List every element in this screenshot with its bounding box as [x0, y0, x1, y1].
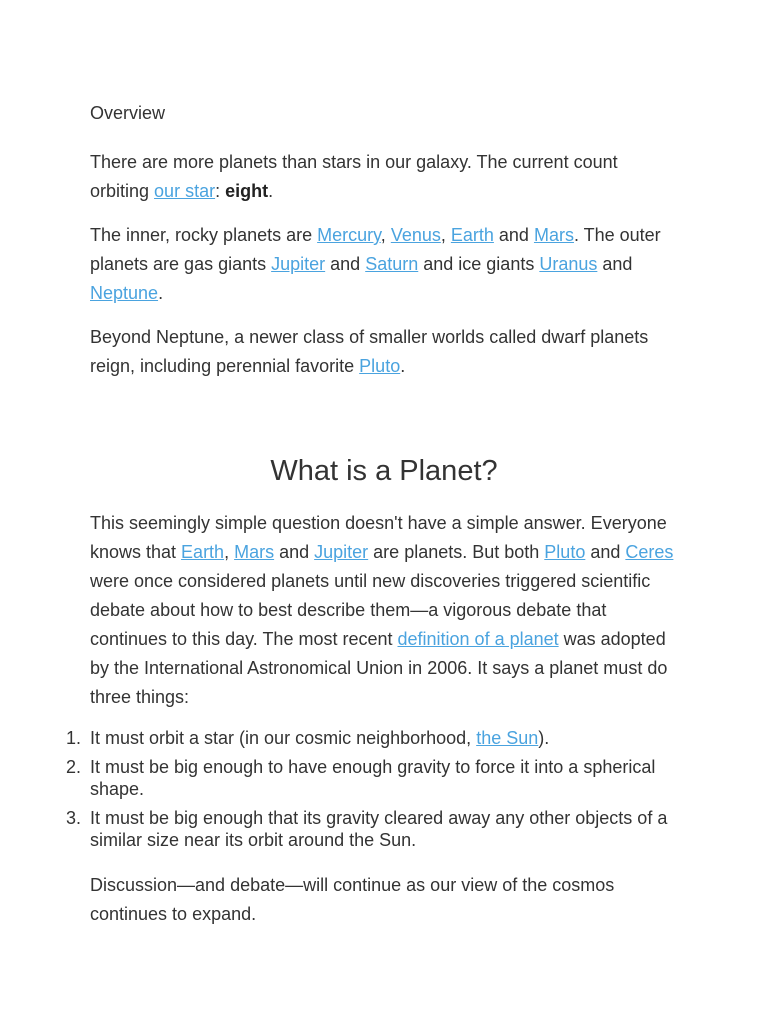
debate-text: were once considered planets until new discoveries triggered scientific debate about how to best describe them—a vigorous debate that continues to this day. The most recent: [90, 571, 651, 649]
period: .: [158, 283, 164, 303]
and-text: and: [597, 254, 633, 274]
criteria-list: [66, 727, 680, 851]
planet-definition-link[interactable]: definition of a planet: [397, 629, 559, 649]
period: .: [400, 356, 406, 376]
inner-planets-text: The inner, rocky planets are: [90, 225, 318, 245]
saturn-link[interactable]: Saturn: [365, 254, 419, 274]
and-text: and: [274, 542, 315, 562]
and-text: and: [585, 542, 626, 562]
planet-count: eight: [225, 181, 269, 201]
criterion-text: It must orbit a star (in our cosmic neighborhood,: [90, 728, 477, 748]
the-sun-link[interactable]: the Sun: [476, 728, 539, 748]
criterion-end: ).: [538, 728, 550, 748]
and-text: and: [493, 225, 534, 245]
planets-but-text: are planets. But both: [368, 542, 545, 562]
ice-giants-text: and ice giants: [418, 254, 540, 274]
neptune-link[interactable]: Neptune: [90, 283, 159, 303]
closing-paragraph: Discussion—and debate—will continue as our view of the cosmos continues to expand.: [90, 875, 615, 924]
list-item: [66, 756, 680, 800]
list-number: 2.: [66, 757, 82, 777]
list-number: 3.: [66, 808, 82, 828]
pluto-link[interactable]: Pluto: [359, 356, 401, 376]
our-star-link[interactable]: our star: [154, 181, 216, 201]
dwarf-planets-text: Beyond Neptune, a newer class of smaller worlds called dwarf planets reign, including perennial favorite: [90, 327, 649, 376]
and-text: and: [325, 254, 366, 274]
jupiter-link[interactable]: Jupiter: [314, 542, 369, 562]
criterion-text: It must be big enough to have enough gravity to force it into a spherical shape.: [90, 757, 656, 799]
list-item: [66, 807, 680, 851]
uranus-link[interactable]: Uranus: [539, 254, 598, 274]
pluto-link[interactable]: Pluto: [544, 542, 586, 562]
intro-text: There are more planets than stars in our galaxy. The current count orbiting: [90, 152, 618, 201]
jupiter-link[interactable]: Jupiter: [271, 254, 326, 274]
ceres-link[interactable]: Ceres: [625, 542, 674, 562]
intro-paragraph-2: [90, 221, 680, 308]
mars-link[interactable]: Mars: [234, 542, 275, 562]
intro-paragraph-3: [90, 323, 680, 381]
mercury-link[interactable]: Mercury: [317, 225, 381, 245]
intro-period: .: [268, 181, 274, 201]
article-body: [66, 99, 680, 944]
venus-link[interactable]: Venus: [390, 225, 441, 245]
list-number: 1.: [66, 728, 82, 748]
mars-link[interactable]: Mars: [533, 225, 574, 245]
separator: ,: [380, 225, 391, 245]
intro-colon: :: [215, 181, 226, 201]
intro-paragraph-1: [90, 148, 680, 206]
definition-paragraph: [90, 509, 680, 712]
earth-link[interactable]: Earth: [450, 225, 494, 245]
iau-text: was adopted by the International Astronomical Union in 2006. It says a planet must do three things:: [90, 629, 668, 707]
list-item: [66, 727, 680, 749]
question-text: This seemingly simple question doesn't have a simple answer. Everyone knows that: [90, 513, 667, 562]
separator: ,: [224, 542, 235, 562]
outer-planets-text: . The outer planets are gas giants: [90, 225, 661, 274]
earth-link[interactable]: Earth: [181, 542, 225, 562]
overview-label: Overview: [90, 103, 166, 123]
criterion-text: It must be big enough that its gravity cleared away any other objects of a similar size near its orbit around the Sun.: [90, 808, 668, 850]
separator: ,: [440, 225, 451, 245]
section-heading: What is a Planet?: [270, 455, 498, 487]
